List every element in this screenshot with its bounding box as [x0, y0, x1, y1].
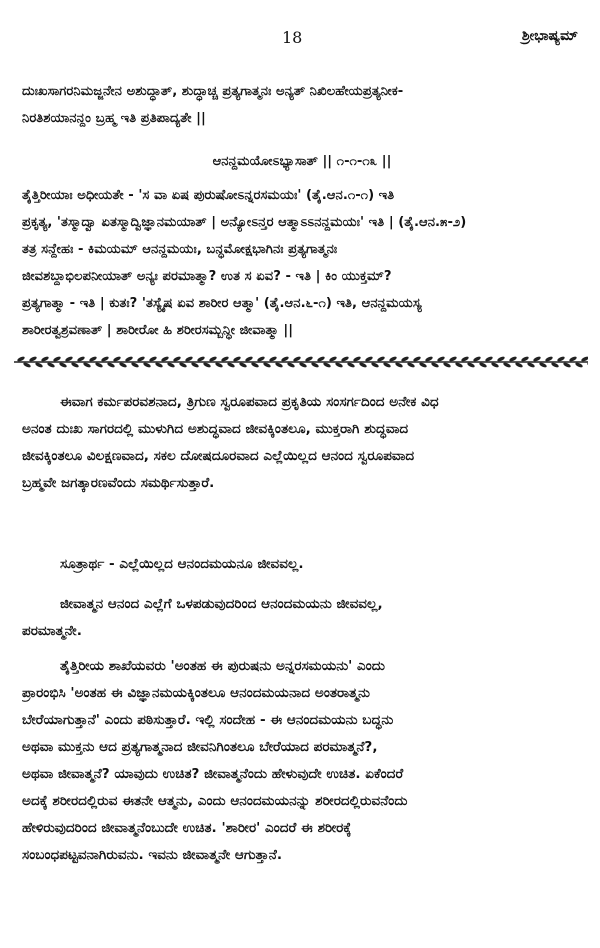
text-line: ಅಥವಾ ಮುಕ್ತನು ಆದ ಪ್ರತ್ಯಗಾತ್ಮನಾದ ಜೀವನಿಗಿಂತಲೂ ಬೇರೆಯಾದ ಪರಮಾತ್ಮನೆ?, — [22, 739, 378, 755]
text-line: ಪ್ರಕೃತ್ಯ, 'ತಸ್ಮಾದ್ವಾ ಏತಸ್ಮಾದ್ವಿಜ್ಞಾನಮಯಾತ್ | ಅನ್ಯೋಽನ್ತರ ಆತ್ಮಾಽಽನನ್ದಮಯಃ' ಇತಿ | (ತೈ.ಆನ.೫-೨) — [22, 215, 467, 230]
page-number: 18 — [282, 28, 303, 47]
text-line: ಈವಾಗ ಕರ್ಮಪರವಶನಾದ, ತ್ರಿಗುಣ ಸ್ವರೂಪವಾದ ಪ್ರಕೃತಿಯ ಸಂಸರ್ಗದಿಂದ ಅನೇಕ ವಿಧ — [60, 394, 439, 410]
text-line: ಅದಕ್ಕೆ ಶರೀರದಲ್ಲಿರುವ ಈತನೇ ಆತ್ಮನು, ಎಂದು ಆನಂದಮಯನನ್ನು ಶರೀರದಲ್ಲಿರುವನೆಂದು — [22, 793, 408, 809]
text-line: ಪರಮಾತ್ಮನೇ. — [22, 623, 82, 639]
text-line: ಪ್ರಾರಂಭಿಸಿ 'ಅಂತಹ ಈ ವಿಜ್ಞಾನಮಯಕ್ಕಿಂತಲೂ ಆನಂದಮಯನಾದ ಅಂತರಾತ್ಮನು — [22, 685, 370, 701]
text-line: ದುಃಖಸಾಗರನಿಮಜ್ಜನೇನ ಅಶುದ್ಧಾತ್, ಶುದ್ಧಾಚ್ಚ ಪ್ರತ್ಯಗಾತ್ಮನಃ ಅನ್ಯತ್ ನಿಖಿಲಹೇಯಪ್ರತ್ಯನೀಕ- — [22, 84, 404, 99]
text-line: ಅಥವಾ ಜೀವಾತ್ಮನೆ? ಯಾವುದು ಉಚಿತ? ಜೀವಾತ್ಮನೆಂದು ಹೇಳುವುದೇ ಉಚಿತ. ಏಕೆಂದರೆ — [22, 766, 404, 782]
text-line: ತೈತ್ತಿರೀಯಾಃ ಅಧೀಯತೇ - 'ಸ ವಾ ಏಷ ಪುರುಷೋಽನ್ನರಸಮಯಃ' (ತೈ.ಆನ.೧-೧) ಇತಿ — [22, 188, 395, 203]
text-line: ಪ್ರತ್ಯಗಾತ್ಮಾ - ಇತಿ | ಕುತಃ? 'ತಸ್ಯೈಷ ಏವ ಶಾರೀರ ಆತ್ಮಾ' (ತೈ.ಆನ.೬-೧) ಇತಿ, ಆನನ್ದಮಯಸ್ಯ — [22, 296, 422, 311]
text-line: ಬ್ರಹ್ಮವೇ ಜಗತ್ಕಾರಣವೆಂದು ಸಮರ್ಥಿಸುತ್ತಾರೆ. — [22, 475, 215, 491]
text-line: ಶಾರೀರತ್ವಶ್ರವಣಾತ್ | ಶಾರೀರೋ ಹಿ ಶರೀರಸಮ್ಬನ್ಧೀ ಜೀವಾತ್ಮಾ || — [22, 323, 294, 338]
ornamental-divider — [14, 355, 588, 369]
text-line: ತತ್ರ ಸನ್ದೇಹಃ - ಕಿಮಯಮ್ ಆನನ್ದಮಯಃ, ಬನ್ಧಮೋಕ್ಷಭಾಗಿನಃ ಪ್ರತ್ಯಗಾತ್ಮನಃ — [22, 242, 338, 257]
text-line: ಸಂಬಂಧಪಟ್ಟವನಾಗಿರುವನು. ಇವನು ಜೀವಾತ್ಮನೇ ಆಗುತ್ತಾನೆ. — [22, 847, 282, 863]
page-header — [0, 28, 600, 52]
text-line: ಹೇಳಿರುವುದರಿಂದ ಜೀವಾತ್ಮನೆಂಬುದೇ ಉಚಿತ. 'ಶಾರೀರ' ಎಂದರೆ ಈ ಶರೀರಕ್ಕೆ — [22, 820, 352, 836]
sutra-heading — [22, 148, 582, 175]
sanskrit-commentary — [22, 182, 582, 344]
sanskrit-intro — [22, 78, 582, 132]
text-line: ತೈತ್ತಿರೀಯ ಶಾಖೆಯವರು 'ಅಂತಹ ಈ ಪುರುಷನು ಅನ್ನರಸಮಯನು' ಎಂದು — [60, 658, 385, 674]
text-line: ಜೀವಾತ್ಮನ ಆನಂದ ಎಲ್ಲೆಗೆ ಒಳಪಡುವುದರಿಂದ ಆನಂದಮಯನು ಜೀವವಲ್ಲ, — [60, 596, 383, 612]
running-head: ಶ್ರೀಭಾಷ್ಯಮ್ — [521, 28, 578, 44]
sutra-text: ಆನನ್ದಮಯೋಽಭ್ಯಾಸಾತ್ || ೧-೧-೧೩ || — [212, 154, 392, 169]
kannada-paragraph-3 — [22, 652, 587, 868]
sutrartha-text: ಸೂತ್ರಾರ್ಥ - ಎಲ್ಲೆಯಿಲ್ಲದ ಆನಂದಮಯನೂ ಜೀವವಲ್ಲ. — [60, 556, 304, 572]
text-line: ನಿರತಿಶಯಾನನ್ದಂ ಬ್ರಹ್ಮ ಇತಿ ಪ್ರತಿಪಾದ್ಯತೇ || — [22, 111, 206, 126]
text-line: ಅನಂತ ದುಃಖ ಸಾಗರದಲ್ಲಿ ಮುಳುಗಿದ ಅಶುದ್ಧವಾದ ಜೀವಕ್ಕಿಂತಲೂ, ಮುಕ್ತರಾಗಿ ಶುದ್ಧವಾದ — [22, 421, 409, 437]
text-line: ಬೇರೆಯಾಗುತ್ತಾನೆ' ಎಂದು ಪಠಿಸುತ್ತಾರೆ. ಇಲ್ಲಿ ಸಂದೇಹ - ಈ ಆನಂದಮಯನು ಬದ್ಧನು — [22, 712, 394, 728]
text-line: ಜೀವಶಬ್ದಾಭಿಲಪನೀಯಾತ್ ಅನ್ಯಃ ಪರಮಾತ್ಮಾ? ಉತ ಸ ಏವ? - ಇತಿ | ಕಿಂ ಯುಕ್ತಮ್? — [22, 269, 392, 284]
kannada-paragraph-2 — [22, 590, 587, 644]
kannada-paragraph-1 — [22, 388, 587, 496]
sutrartha-heading — [22, 550, 587, 577]
text-line: ಜೀವಕ್ಕಿಂತಲೂ ವಿಲಕ್ಷಣವಾದ, ಸಕಲ ದೋಷದೂರವಾದ ಎಲ್ಲೆಯಿಲ್ಲದ ಆನಂದ ಸ್ವರೂಪವಾದ — [22, 448, 415, 464]
